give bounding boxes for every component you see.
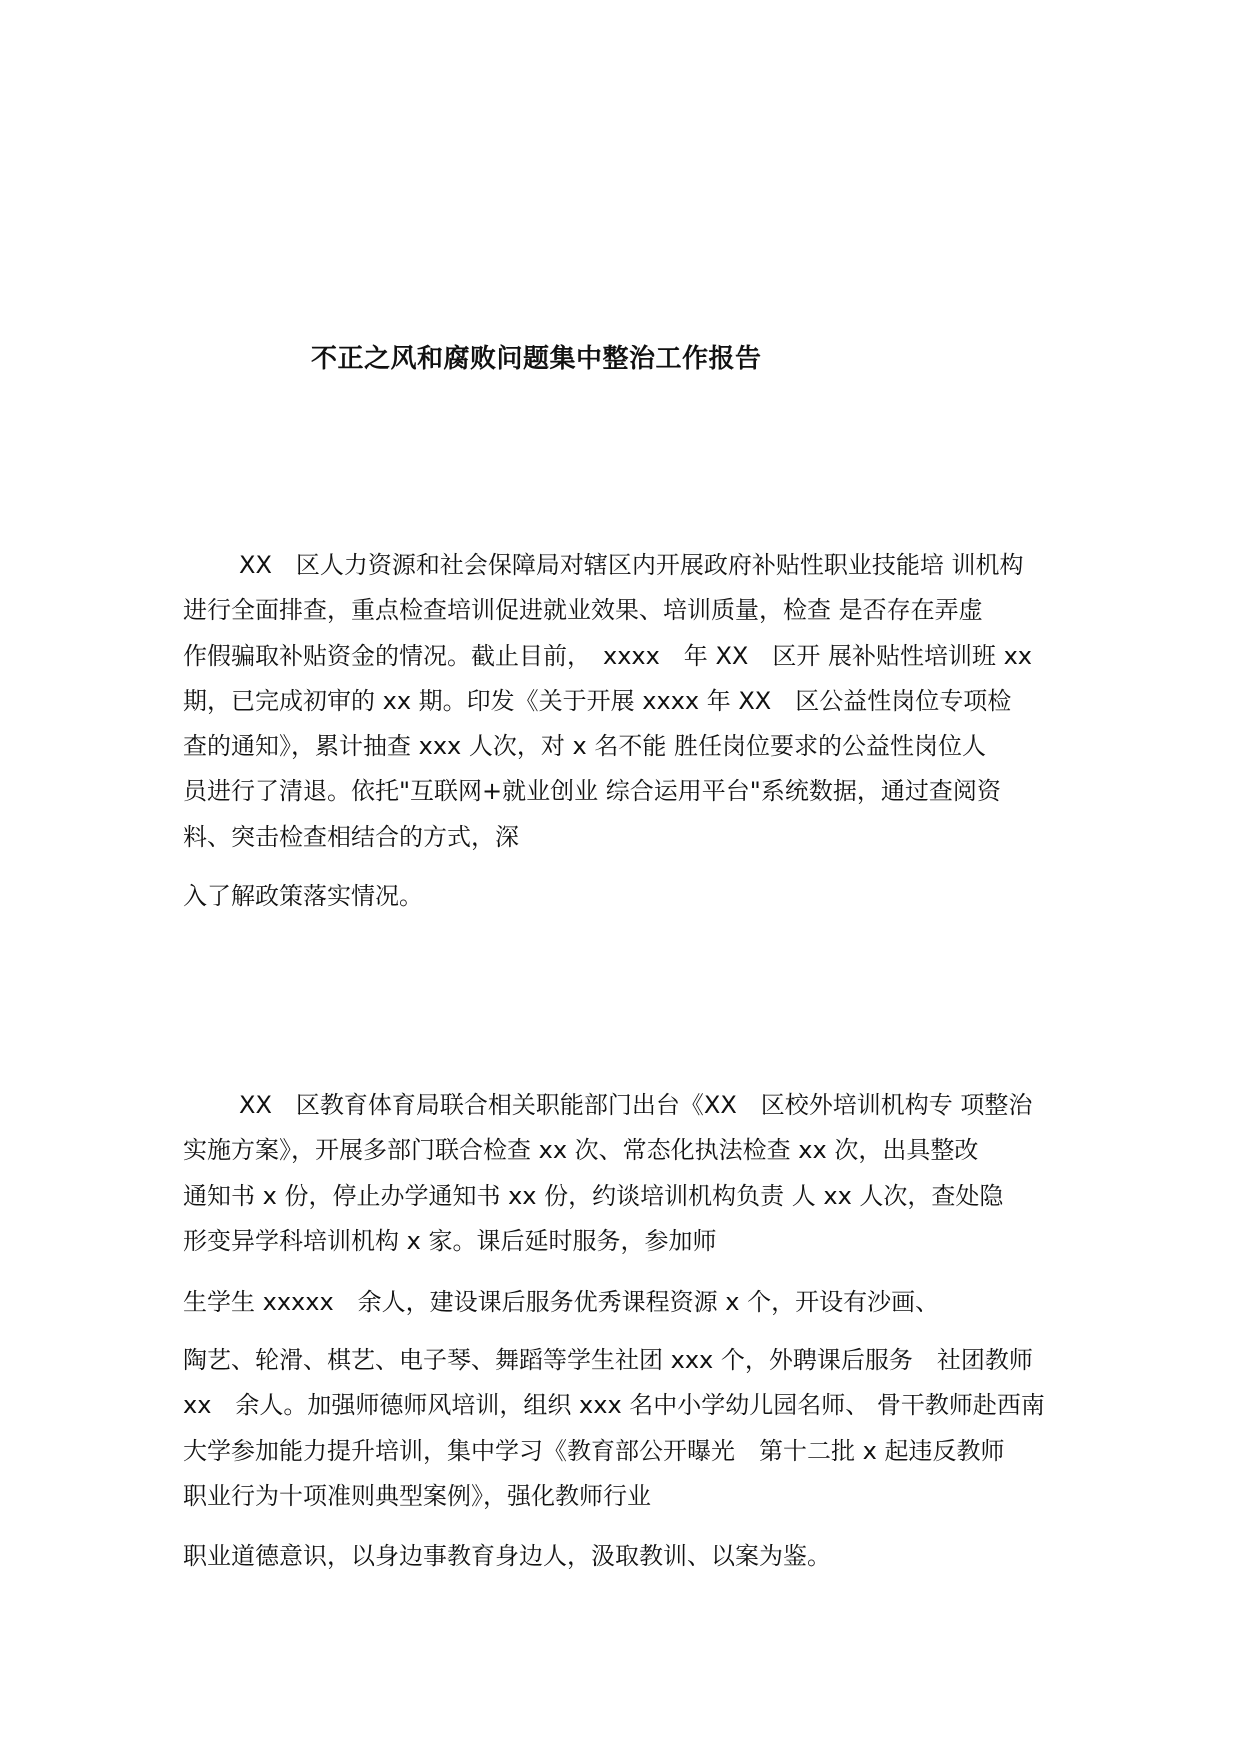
paragraph-line: 大学参加能力提升培训，集中学习《教育部公开曝光 第十二批 x 起违反教师	[183, 1436, 1005, 1465]
document-title: 不正之风和腐败问题集中整治工作报告	[311, 344, 762, 374]
paragraph-line: 实施方案》，开展多部门联合检查 xx 次、常态化执法检查 xx 次，出具整改	[183, 1136, 979, 1165]
paragraph-2	[183, 1083, 1083, 1264]
paragraph-line: 通知书 x 份，停止办学通知书 xx 份，约谈培训机构负责 人 xx 人次，查处隐	[183, 1181, 1004, 1210]
paragraph-line: 员进行了清退。依托"互联网+就业创业 综合运用平台"系统数据，通过查阅资	[183, 777, 1001, 806]
paragraph-2-part-c	[183, 1338, 1083, 1519]
paragraph-line: 期，已完成初审的 xx 期。印发《关于开展 xxxx 年 XX 区公益性岗位专项检	[183, 686, 1012, 715]
paragraph-line: 查的通知》，累计抽查 xxx 人次，对 x 名不能 胜任岗位要求的公益性岗位人	[183, 732, 986, 761]
paragraph-line: 进行全面排查，重点检查培训促进就业效果、培训质量，检查 是否存在弄虚	[183, 596, 983, 625]
paragraph-1	[183, 543, 1083, 860]
paragraph-line: 职业行为十项准则典型案例》，强化教师行业	[183, 1481, 651, 1510]
paragraph-line: XX 区人力资源和社会保障局对辖区内开展政府补贴性职业技能培 训机构	[239, 551, 1024, 579]
paragraph-line: XX 区教育体育局联合相关职能部门出台《XX 区校外培训机构专 项整治	[239, 1091, 1033, 1119]
paragraph-1-continuation: 入了解政策落实情况。	[183, 882, 423, 910]
paragraph-2-line: 生学生 xxxxx 余人，建设课后服务优秀课程资源 x 个，开设有沙画、	[183, 1288, 940, 1316]
paragraph-line: 陶艺、轮滑、棋艺、电子琴、舞蹈等学生社团 xxx 个，外聘课后服务 社团教师	[183, 1346, 1033, 1374]
paragraph-2-continuation: 职业道德意识，以身边事教育身边人，汲取教训、以案为鉴。	[183, 1542, 831, 1570]
paragraph-line: 形变异学科培训机构 x 家。课后延时服务，参加师	[183, 1226, 717, 1255]
paragraph-line: 料、突击检查相结合的方式，深	[183, 822, 519, 851]
paragraph-line: 作假骗取补贴资金的情况。截止目前， xxxx 年 XX 区开 展补贴性培训班 xx	[183, 641, 1032, 670]
paragraph-line: xx 余人。加强师德师风培训，组织 xxx 名中小学幼儿园名师、 骨干教师赴西南	[183, 1391, 1045, 1420]
